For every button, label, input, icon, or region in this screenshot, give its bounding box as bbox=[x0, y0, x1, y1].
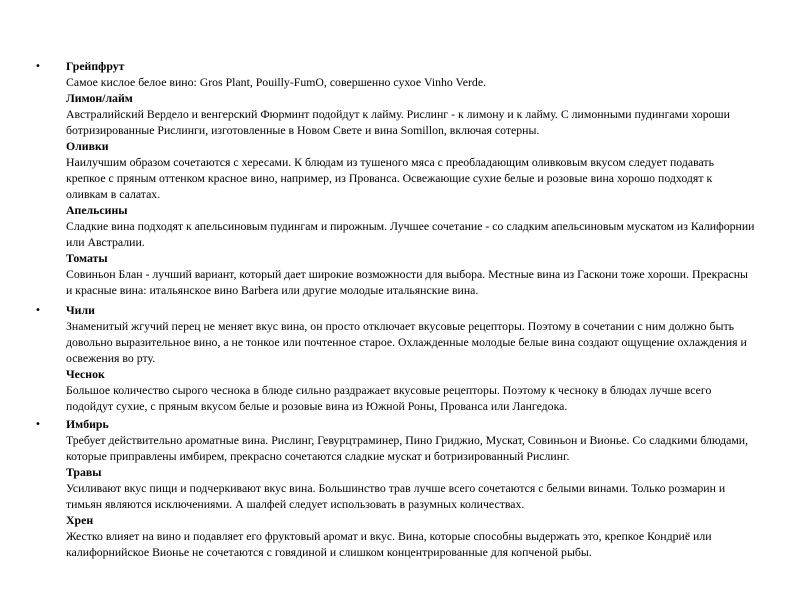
bullet-icon: • bbox=[35, 61, 41, 72]
entry-title-grapefruit: Грейпфрут bbox=[66, 59, 125, 73]
entry-title-lemon-lime: Лимон/лайм bbox=[66, 91, 133, 105]
bullet-group-fruits bbox=[0, 58, 756, 298]
entry-text-ginger: Требует действительно ароматные вина. Рислинг, Гевурцтраминер, Пино Гриджио, Мускат, Совиньон и Вионье. Со сладкими блюдами, которые приправлены имбирем, прекрасно сочетаются сладкие мускат и ботризированный Рислинг. bbox=[66, 433, 749, 463]
bullet-group-herbs bbox=[0, 416, 756, 560]
entry-title-olives: Оливки bbox=[66, 139, 109, 153]
entry-title-garlic: Чеснок bbox=[66, 367, 105, 381]
entry-title-horseradish: Хрен bbox=[66, 513, 94, 527]
bullet-icon: • bbox=[35, 305, 41, 316]
entry-text-tomatoes: Совиньон Блан - лучший вариант, который дает широкие возможности для выбора. Местные вина из Гаскони тоже хороши. Прекрасны и красные вина: итальянское вино Barbera или другие молодые итальянские вина. bbox=[66, 267, 748, 297]
entry-text-oranges: Сладкие вина подходят к апельсиновым пудингам и пирожным. Лучшее сочетание - со сладким апельсиновым мускатом из Калифорнии или Австралии. bbox=[66, 219, 755, 249]
bullet-group-spicy bbox=[0, 302, 756, 414]
entry-text-chili: Знаменитый жгучий перец не меняет вкус вина, он просто отключает вкусовые рецепторы. Поэтому в сочетании с ним должно быть довольно выразительное вино, а не тонкое или почтенное старое. Охлажденные молодые белые вина создают ощущение охлаждения и освежения во рту. bbox=[66, 319, 747, 365]
bullet-item bbox=[35, 302, 756, 414]
bullet-item bbox=[35, 416, 756, 560]
entry-text-herbs: Усиливают вкус пищи и подчеркивают вкус вина. Большинство трав лучше всего сочетаются с белыми винами. Только розмарин и тимьян являются исключениями. А шалфей следует использовать в разумных количествах. bbox=[66, 481, 726, 511]
entry-title-chili: Чили bbox=[66, 303, 95, 317]
entry-text-horseradish: Жестко влияет на вино и подавляет его фруктовый аромат и вкус. Вина, которые способны выдержать это, крепкое Кондриё или калифорнийское Вионье не сочетаются с говядиной и слишком концентрированные для копченой рыбы. bbox=[66, 529, 712, 559]
entry-title-herbs: Травы bbox=[66, 465, 102, 479]
entry-title-tomatoes: Томаты bbox=[66, 251, 108, 265]
entry-title-ginger: Имбирь bbox=[66, 417, 109, 431]
bullet-item bbox=[35, 58, 756, 298]
entry-text-grapefruit: Самое кислое белое вино: Gros Plant, Pouilly-FumO, совершенно сухое Vinho Verde. bbox=[66, 75, 487, 89]
bullet-icon: • bbox=[35, 419, 41, 430]
entry-title-oranges: Апельсины bbox=[66, 203, 128, 217]
entry-text-lemon-lime: Австралийский Вердело и венгерский Фюрминт подойдут к лайму. Рислинг - к лимону и к лайму. С лимонными пудингами хороши ботризированные Рислинги, изготовленные в Новом Свете и вина Somillon, включая сотерны. bbox=[66, 107, 730, 137]
entry-text-garlic: Большое количество сырого чеснока в блюде сильно раздражает вкусовые рецепторы. Поэтому к чесноку в блюдах лучше всего подойдут сухие, с пряным вкусом белые и розовые вина из Южной Роны, Прованса или Лангедока. bbox=[66, 383, 712, 413]
entry-text-olives: Наилучшим образом сочетаются с хересами. К блюдам из тушеного мяса с преобладающим оливковым вкусом следует подавать крепкое с пряным оттенком красное вино, например, из Прованса. Освежающие сухие белые и розовые вина хорошо подходят к оливкам в салатах. bbox=[66, 155, 714, 201]
